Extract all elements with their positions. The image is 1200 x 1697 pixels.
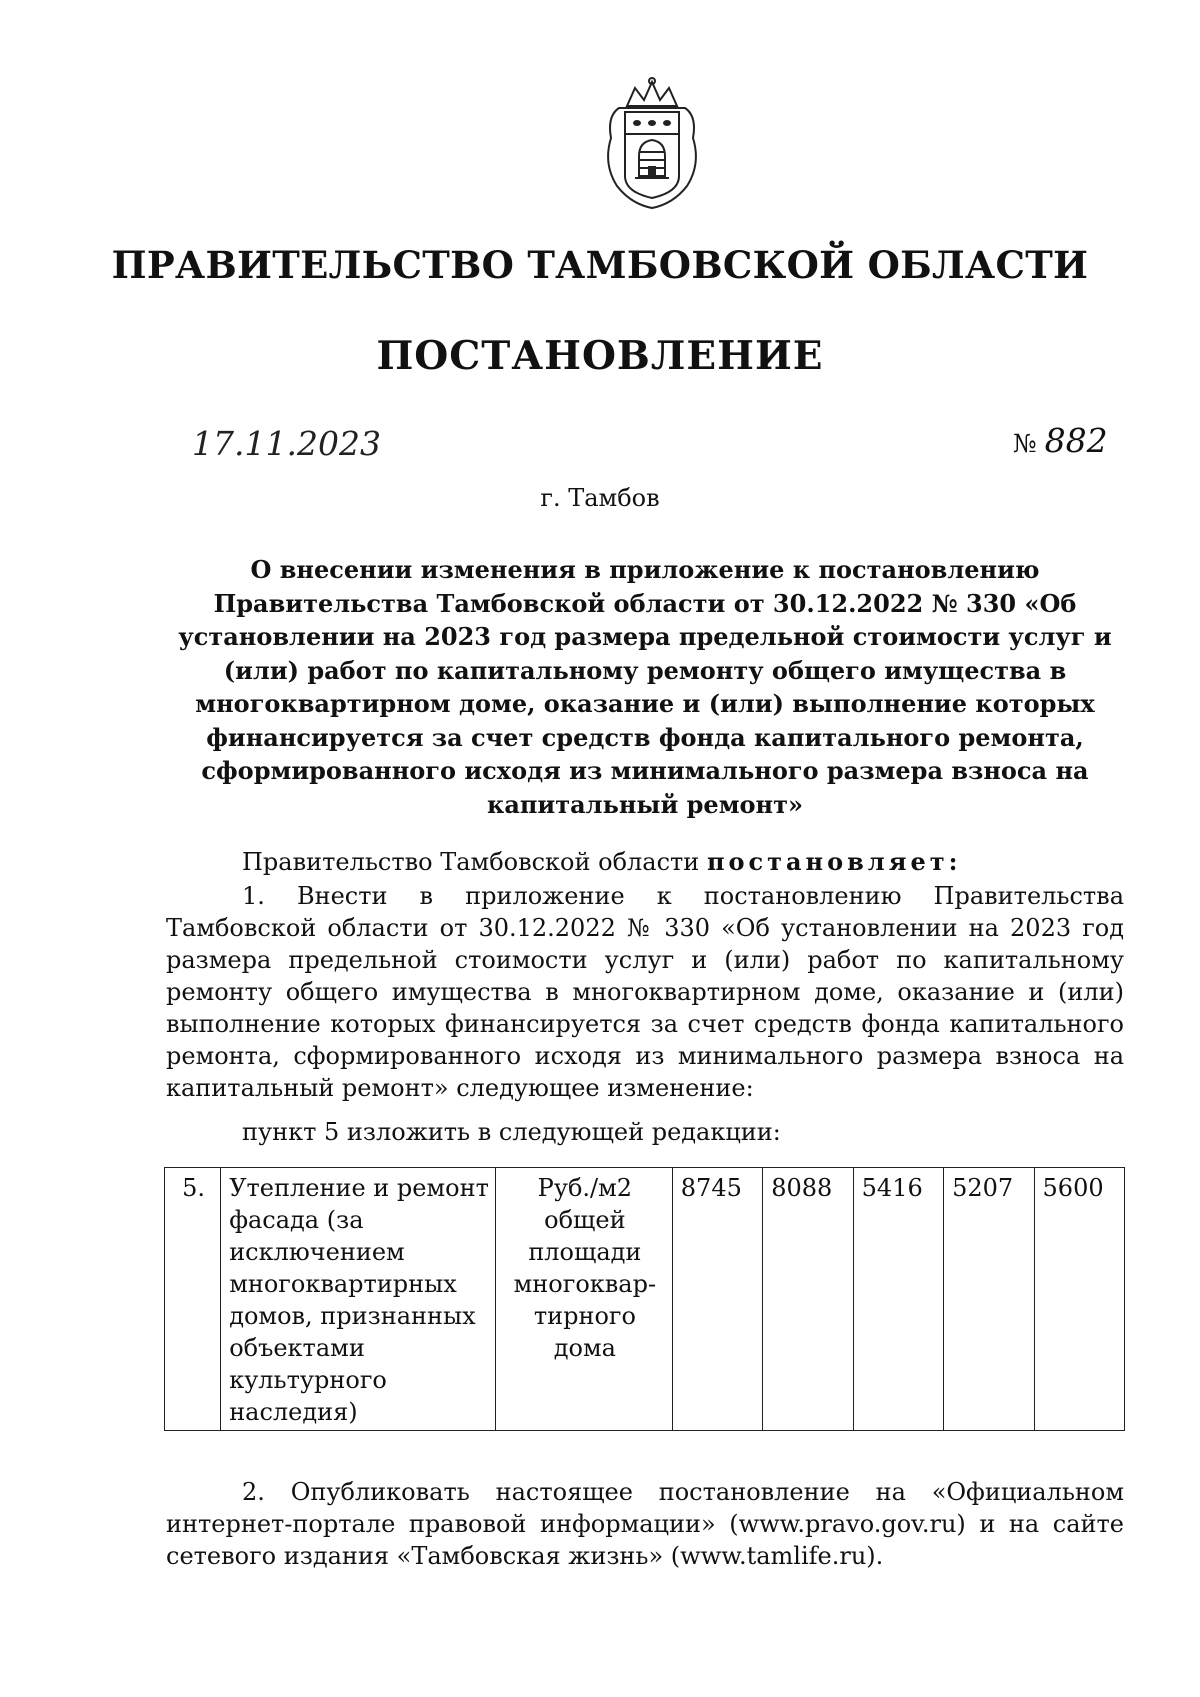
value-cell: 5416 (853, 1168, 943, 1431)
city: г. Тамбов (540, 484, 660, 512)
work-name: Утепление и ремонт фасада (за исключением многоквартирных домов, признанных объектами культурного наследия) (221, 1168, 496, 1431)
document-type: ПОСТАНОВЛЕНИЕ (376, 333, 824, 379)
amendment-table (164, 1167, 1125, 1431)
value-cell: 5207 (944, 1168, 1034, 1431)
number-value: 882 (1044, 421, 1108, 460)
number-sign: № (1013, 429, 1037, 458)
paragraph-1: 1. Внести в приложение к постановлению Правительства Тамбовской области от 30.12.2022 № 330 «Об установлении на 2023 год размера предельной стоимости услуг и (или) работ по капитальному ремонту общего имущества в многоквартирном доме, оказание и (или) выполнение которых финансируется за счет средств фонда капитального ремонта, сформированного исходя из минимального размера взноса на капитальный ремонт» следующее изменение: (166, 882, 1124, 1102)
row-number: 5. (165, 1168, 221, 1431)
organization-title: ПРАВИТЕЛЬСТВО ТАМБОВСКОЙ ОБЛАСТИ (111, 243, 1089, 287)
unit: Руб./м2 общей площади многоквар-тирного дома (495, 1168, 672, 1431)
paragraph-2: 2. Опубликовать настоящее постановление на «Официальном интернет-портале правовой информации» (www.pravo.gov.ru) и на сайте сетевого издания «Тамбовская жизнь» (www.tamlife.ru). (166, 1478, 1124, 1570)
document-subject: О внесении изменения в приложение к постановлению Правительства Тамбовской области от 30.12.2022 № 330 «Об установлении на 2023 год размера предельной стоимости услуг и (или) работ по капитальному ремонту общего имущества в многоквартирном доме, оказание и (или) выполнение которых финансируется за счет средств фонда капитального ремонта, сформированного исходя из минимального размера взноса на капитальный ремонт» (178, 555, 1112, 819)
value-cell: 8745 (672, 1168, 762, 1431)
table-row (165, 1168, 1125, 1431)
paragraph-sub: пункт 5 изложить в следующей редакции: (242, 1118, 781, 1146)
value-cell: 8088 (763, 1168, 853, 1431)
intro-resolves: постановляет: (706, 847, 962, 876)
document-date: 17.11.2023 (192, 424, 381, 463)
document-number (1013, 421, 1108, 460)
tambov-coat-of-arms-icon (597, 76, 707, 212)
intro-paragraph (166, 846, 1124, 878)
intro-text: Правительство Тамбовской области (242, 848, 700, 876)
value-cell: 5600 (1034, 1168, 1124, 1431)
